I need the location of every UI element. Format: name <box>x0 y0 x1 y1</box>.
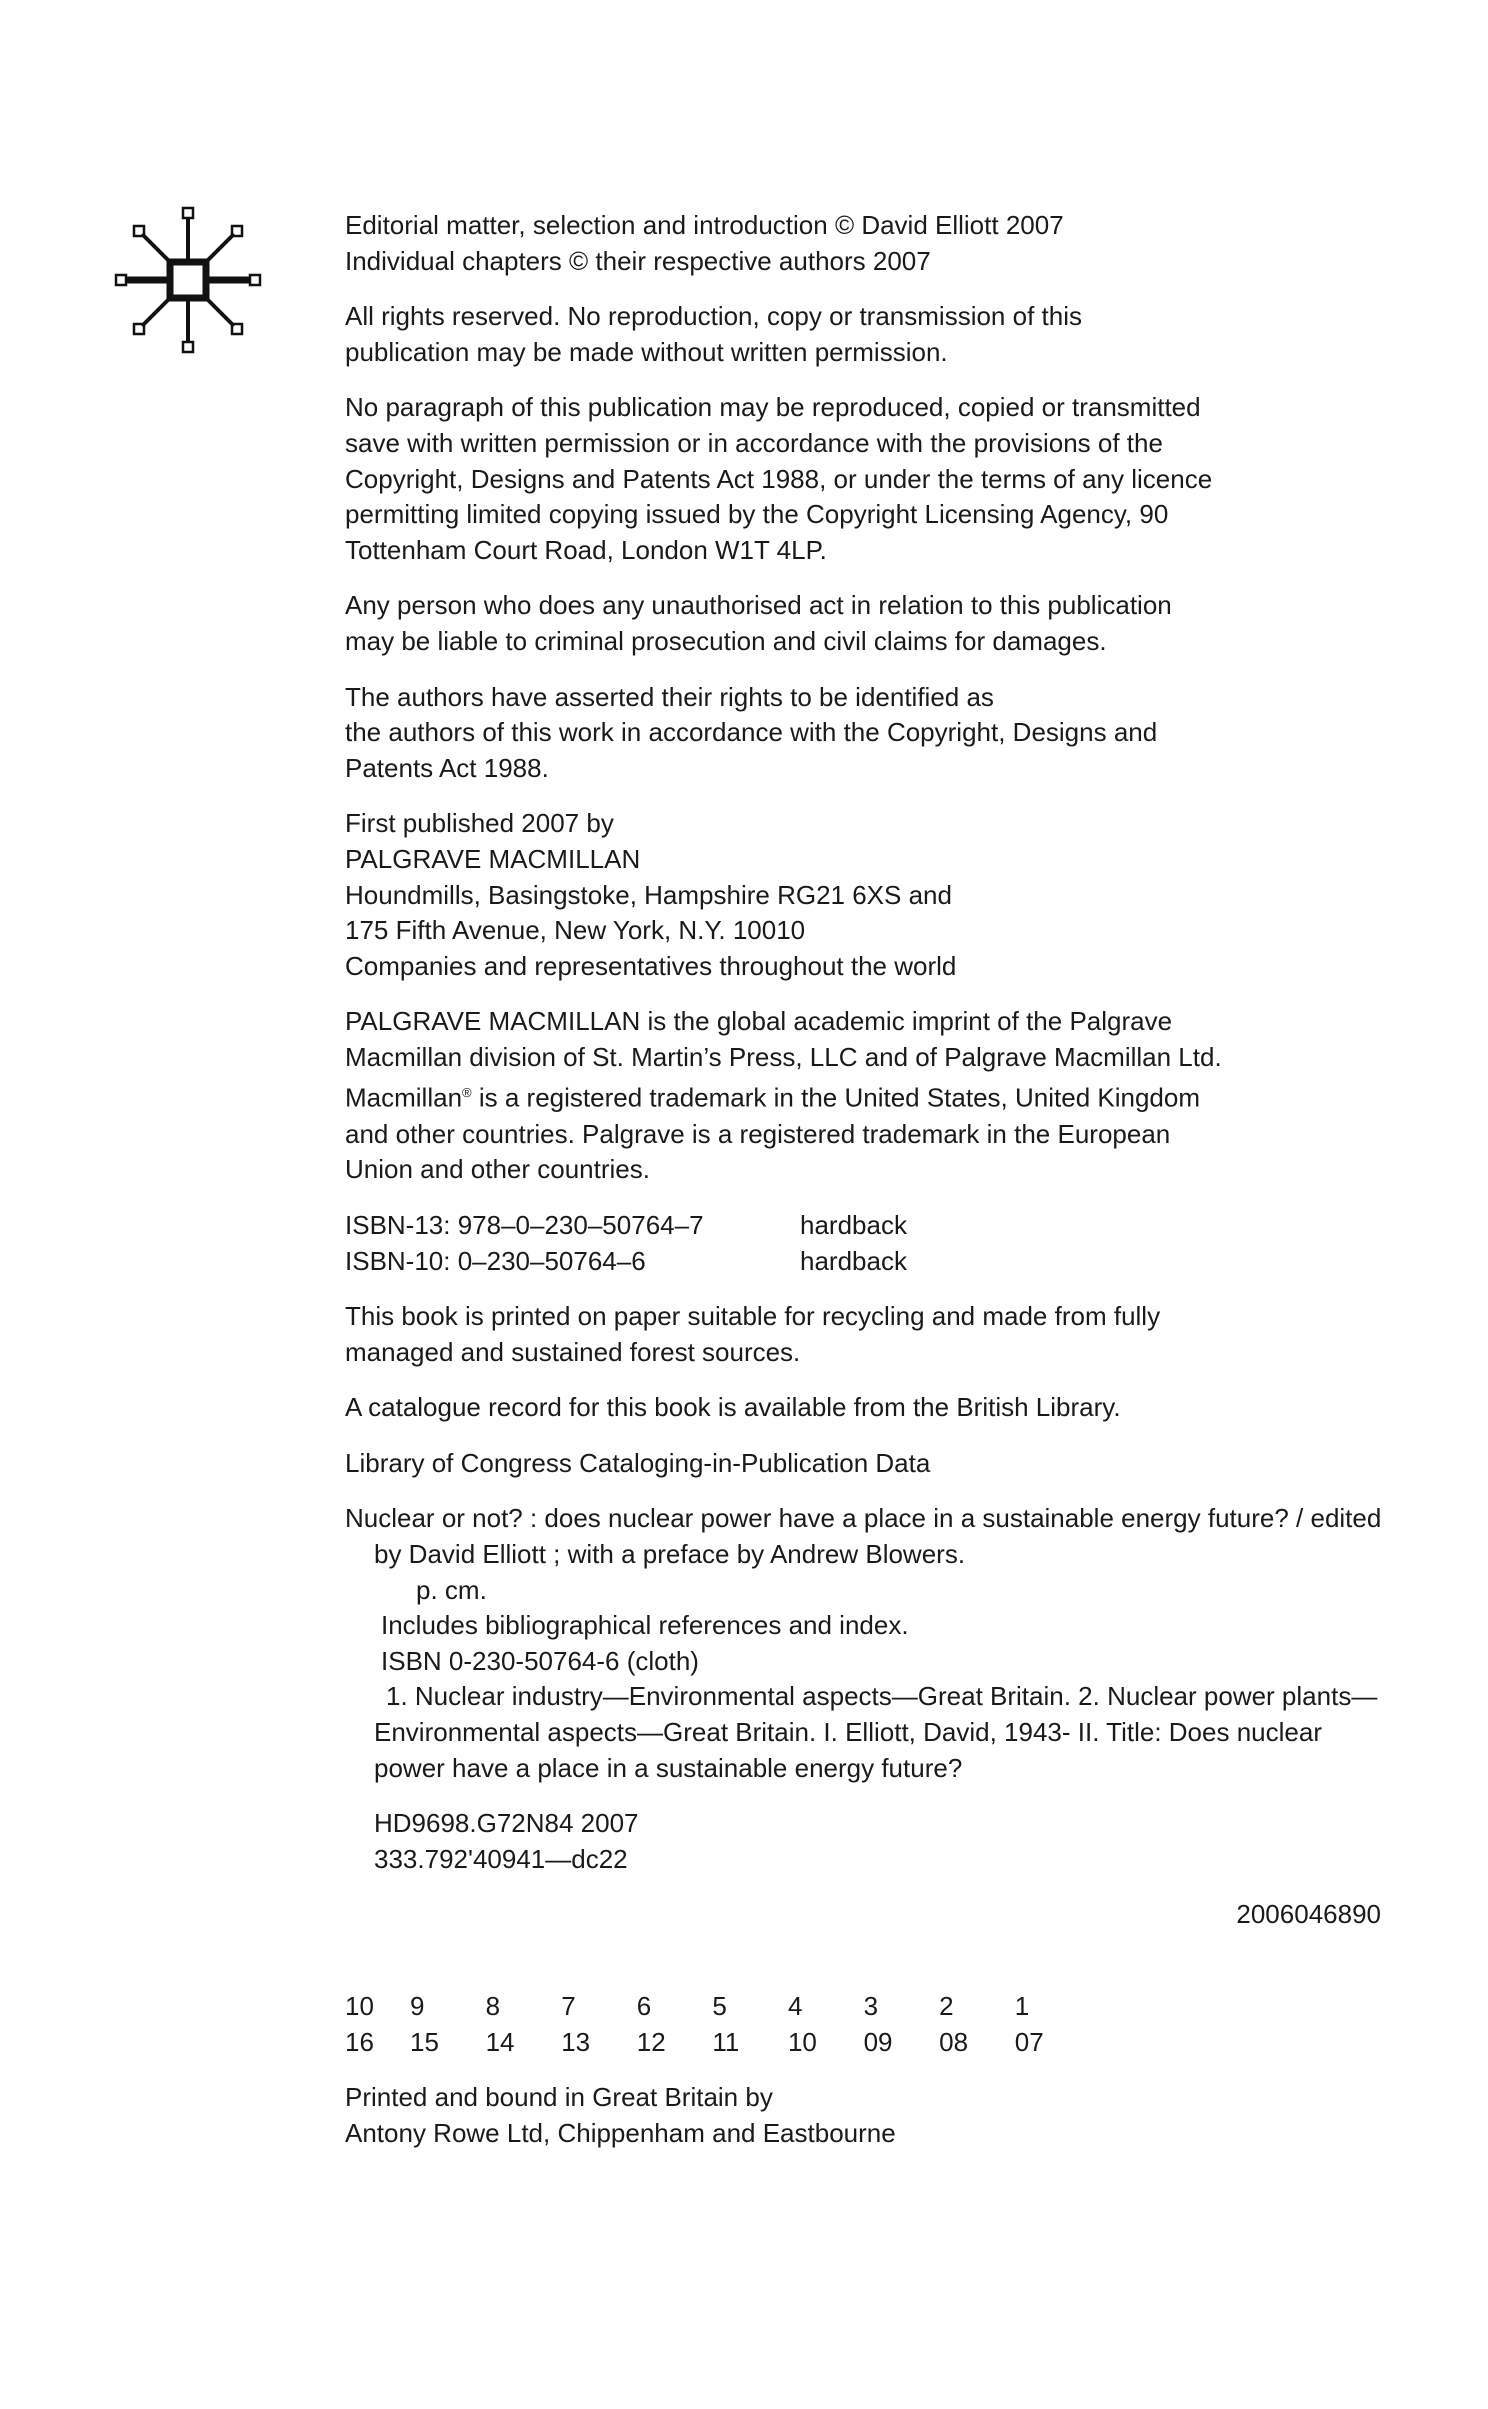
cip-record: Nuclear or not? : does nuclear power have a place in a sustainable energy future? / edited by David Elliott ; with a preface by Andrew Blowers. p. cm. Includes bibliographical references and index. ISBN 0-230-50764-6 (cloth) 1. Nuclear industry—Environmental aspects—Great Britain. 2. Nuclear power plants—Environmental aspects—Great Britain. I. Elliott, David, 1943- II. Title: Does nuclear power have a place in a sustainable energy future? <box>345 1503 1382 1783</box>
printer-info: Printed and bound in Great Britain by Antony Rowe Ltd, Chippenham and Eastbourne <box>345 2082 896 2148</box>
unauthorised-act-notice: Any person who does any unauthorised act in relation to this publication may be liable to criminal prosecution and civil claims for damages. <box>345 590 1172 656</box>
rights-reserved: All rights reserved. No reproduction, copy or transmission of this publication may be made without written permission. <box>345 301 1082 367</box>
authors-rights-notice: The authors have asserted their rights to be identified as the authors of this work in accordance with the Copyright, Designs and Patents Act 1988. <box>345 681 1158 783</box>
publisher-info: First published 2007 by PALGRAVE MACMILLAN Houndmills, Basingstoke, Hampshire RG21 6XS and 175 Fifth Avenue, New York, N.Y. 10010 Companies and representatives throughout the world <box>345 808 957 981</box>
isbn-list <box>345 1208 1385 1279</box>
reproduction-notice: No paragraph of this publication may be reproduced, copied or transmitted save with written permission or in accordance with the provisions of the Copyright, Designs and Patents Act 1988, or under the terms of any licence permitting limited copying issued by the Copyright Licensing Agency, 90 Tottenham Court Road, London W1T 4LP. <box>345 392 1213 565</box>
print-line <box>345 1989 1385 2060</box>
isbn-row: ISBN-10: 0–230–50764–6 hardback <box>345 1245 907 1276</box>
catalogue-notice: A catalogue record for this book is available from the British Library. <box>345 1392 1121 1423</box>
imprint-notice: PALGRAVE MACMILLAN is the global academic imprint of the Palgrave Macmillan division of St. Martin’s Press, LLC and of Palgrave Macmillan Ltd. Macmillan® is a registered trademark in the United States, United Kingdom and other countries. Palgrave is a registered trademark in the European Union and other countries. <box>345 1006 1222 1185</box>
loc-heading: Library of Congress Cataloging-in-Publication Data <box>345 1447 931 1478</box>
year-number-row: 16 15 14 13 12 11 10 09 08 07 <box>345 2026 1044 2057</box>
classification: HD9698.G72N84 2007 333.792'40941—dc22 <box>374 1808 639 1874</box>
lccn: 2006046890 <box>1236 1899 1381 1930</box>
palgrave-logo-icon <box>108 200 268 360</box>
isbn-row: ISBN-13: 978–0–230–50764–7 hardback <box>345 1209 907 1240</box>
copyright-notice: Editorial matter, selection and introduction © David Elliott 2007 Individual chapters © their respective authors 2007 <box>345 210 1064 276</box>
paper-notice: This book is printed on paper suitable for recycling and made from fully managed and sustained forest sources. <box>345 1301 1161 1367</box>
copyright-page-text <box>345 208 1385 2171</box>
print-number-row: 10 9 8 7 6 5 4 3 2 1 <box>345 1991 1030 2021</box>
